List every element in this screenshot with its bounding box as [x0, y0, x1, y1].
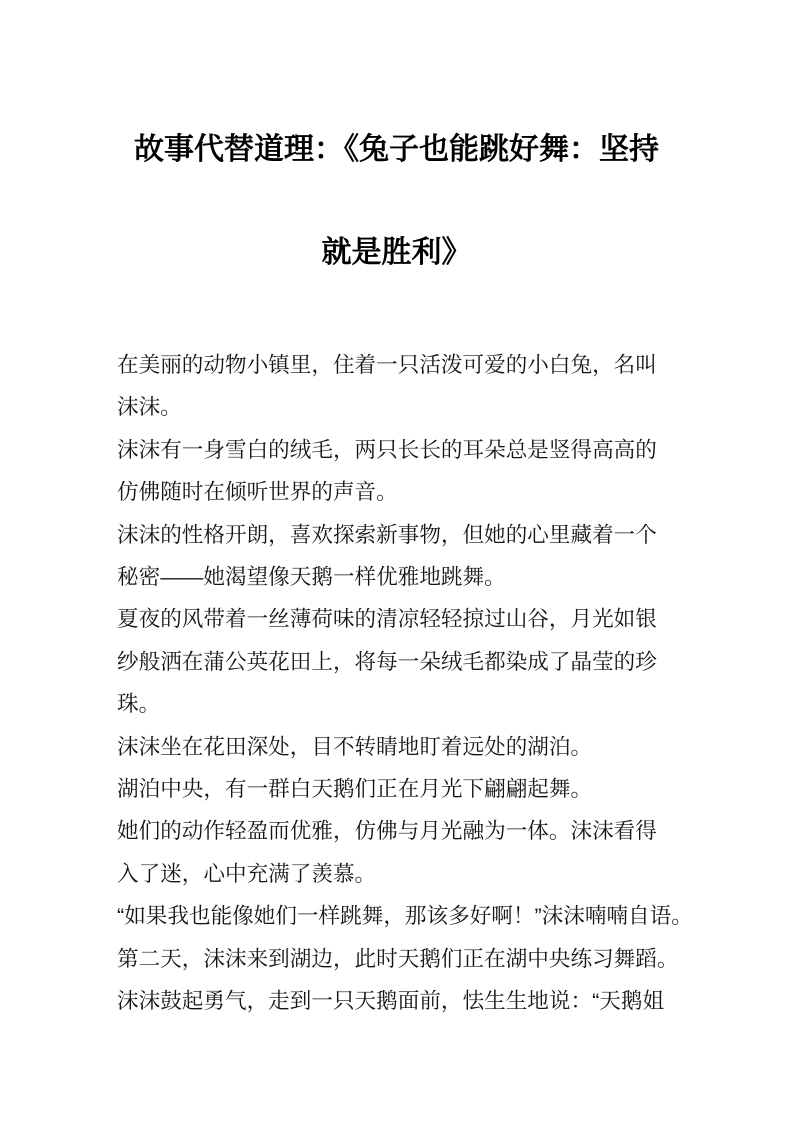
- text-line: 湖泊中央，有一群白天鹅们正在月光下翩翩起舞。: [117, 776, 593, 802]
- document-title: [117, 98, 676, 304]
- paragraph: [117, 810, 676, 895]
- text-line: 在美丽的动物小镇里，住着一只活泼可爱的小白兔，名叫: [117, 352, 657, 377]
- paragraph: [117, 938, 679, 980]
- text-line: 她们的动作轻盈而优雅，仿佛与月光融为一体。沫沫看得: [117, 818, 657, 844]
- paragraph: [117, 768, 676, 810]
- paragraph: [117, 514, 676, 599]
- paragraph: [117, 980, 676, 1022]
- text-line: 入了迷，心中充满了羡慕。: [117, 860, 377, 886]
- paragraph: [117, 895, 693, 937]
- text-line: 秘密——她渴望像天鹅一样优雅地跳舞。: [117, 564, 506, 590]
- text-line: 夏夜的风带着一丝薄荷味的清凉轻轻掠过山谷，月光如银: [117, 606, 657, 632]
- paragraph: [117, 344, 676, 429]
- title-line: 故事代替道理：《兔子也能跳好舞：坚持: [134, 133, 659, 166]
- paragraph: [117, 726, 676, 768]
- text-line: 纱般洒在蒲公英花田上，将每一朵绒毛都染成了晶莹的珍: [117, 648, 657, 674]
- title-line: 就是胜利》: [321, 236, 472, 269]
- paragraph: [117, 429, 676, 514]
- text-line: “如果我也能像她们一样跳舞，那该多好啊！”沫沫喃喃自语。: [117, 903, 693, 929]
- text-line: 第二天，沫沫来到湖边，此时天鹅们正在湖中央练习舞蹈。: [117, 945, 679, 971]
- paragraph: [117, 598, 676, 725]
- text-line: 沫沫有一身雪白的绒毛，两只长长的耳朵总是竖得高高的: [117, 436, 657, 462]
- text-line: 沫沫鼓起勇气，走到一只天鹅面前，怯生生地说：“天鹅姐: [117, 988, 665, 1014]
- text-line: 仿佛随时在倾听世界的声音。: [117, 479, 398, 505]
- document-body: [117, 344, 693, 1023]
- text-line: 沫沫坐在花田深处，目不转睛地盯着远处的湖泊。: [117, 733, 593, 759]
- text-line: 珠。: [117, 691, 161, 717]
- text-line: 沫沫。: [117, 394, 182, 420]
- text-line: 沫沫的性格开朗，喜欢探索新事物，但她的心里藏着一个: [117, 521, 657, 547]
